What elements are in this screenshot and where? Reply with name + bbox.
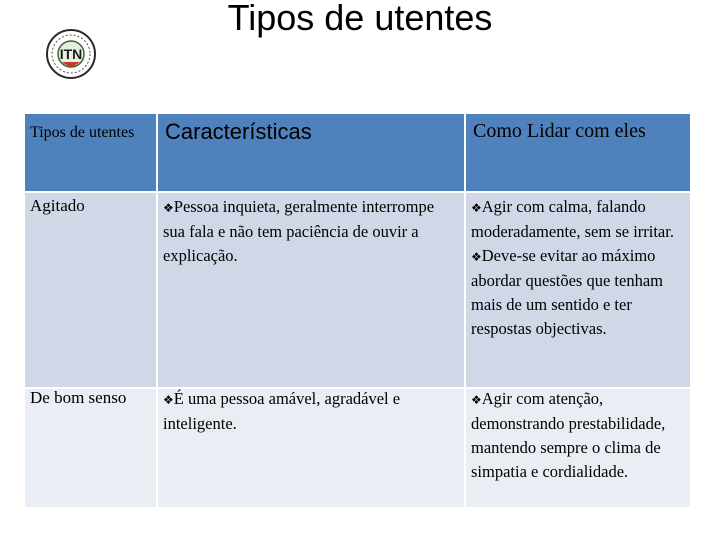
handling-item: ❖Deve-se evitar ao máximo abordar questões que tenham mais de um sentido e ter respostas objectivas. (471, 246, 663, 338)
diamond-bullet-icon: ❖ (471, 250, 482, 264)
row-type-cell: De bom senso (25, 388, 157, 507)
row-characteristics-cell (157, 192, 465, 388)
header-cell-types: Tipos de utentes (25, 114, 157, 192)
header-cell-characteristics: Características (157, 114, 465, 192)
row-handling-cell (465, 388, 690, 507)
diamond-bullet-icon: ❖ (163, 393, 174, 407)
logo-text: ITN (59, 46, 83, 62)
row-characteristics-cell (157, 388, 465, 507)
handling-item: ❖Agir com atenção, demonstrando prestabilidade, mantendo sempre o clima de simpatia e cordialidade. (471, 389, 666, 481)
header-cell-handling: Como Lidar com eles (465, 114, 690, 192)
utentes-table (25, 114, 690, 507)
characteristic-item: ❖Pessoa inquieta, geralmente interrompe sua fala e não tem paciência de ouvir a explicação. (163, 197, 435, 265)
table-row (25, 388, 690, 507)
diamond-bullet-icon: ❖ (163, 201, 174, 215)
characteristic-item: ❖É uma pessoa amável, agradável e inteligente. (163, 389, 401, 433)
table-row (25, 192, 690, 388)
row-handling-cell (465, 192, 690, 388)
institution-logo (45, 28, 97, 80)
diamond-bullet-icon: ❖ (471, 393, 482, 407)
table-header-row (25, 114, 690, 192)
row-type-cell: Agitado (25, 192, 157, 388)
page-title: Tipos de utentes (227, 0, 493, 38)
handling-item: ❖Agir com calma, falando moderadamente, sem se irritar. (471, 197, 674, 241)
diamond-bullet-icon: ❖ (471, 201, 482, 215)
